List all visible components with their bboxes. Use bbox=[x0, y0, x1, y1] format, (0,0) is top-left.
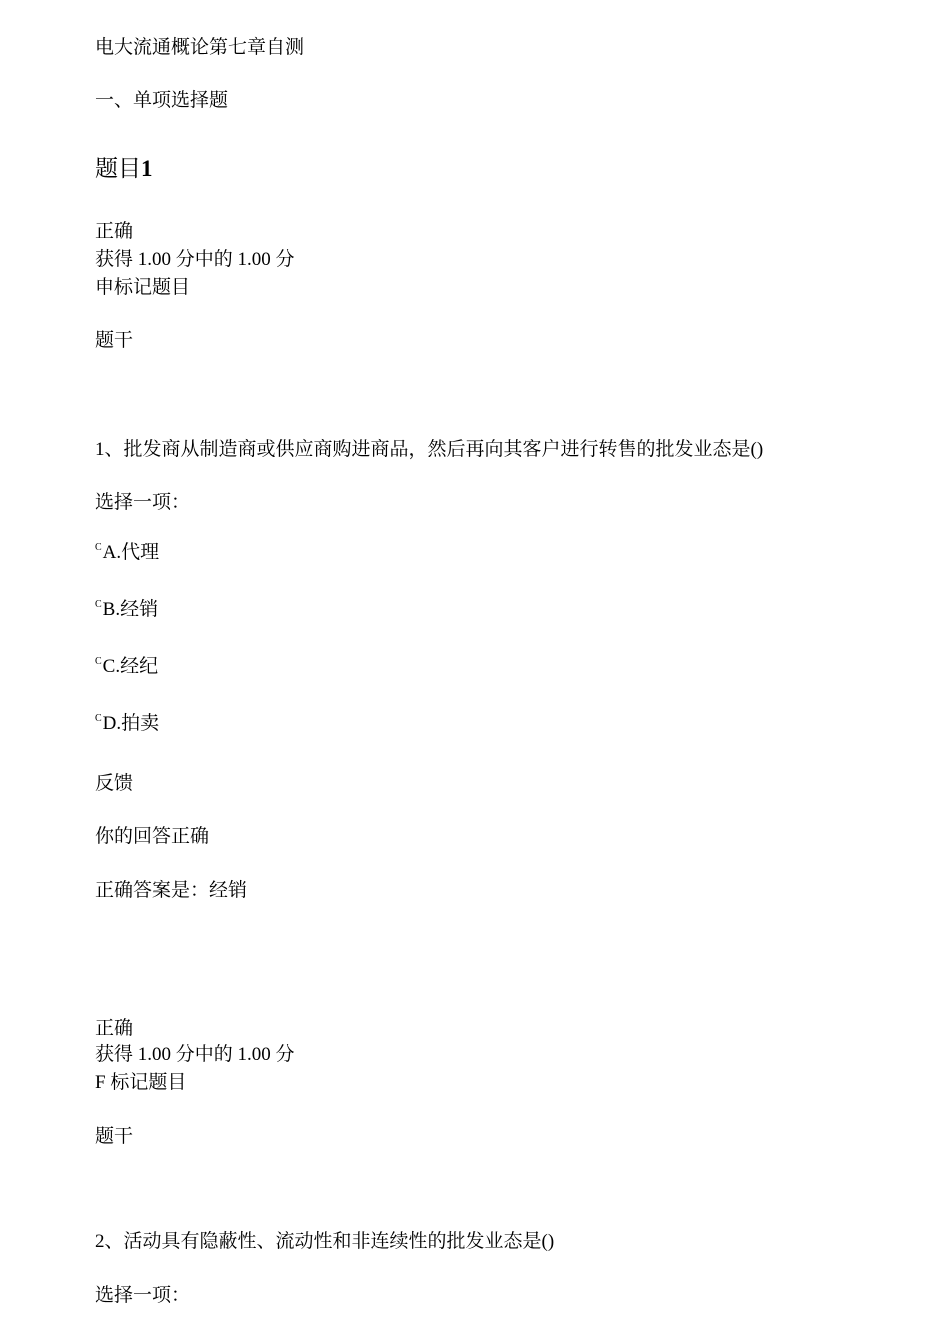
option-d[interactable] bbox=[95, 707, 159, 736]
question-1-status: 正确 bbox=[95, 221, 134, 242]
radio-icon[interactable]: C bbox=[95, 713, 102, 724]
option-label: C.经纪 bbox=[102, 656, 159, 677]
document-title: 电大流通概论第七章自测 bbox=[95, 37, 305, 58]
question-1-score: 获得 1.00 分中的 1.00 分 bbox=[95, 249, 295, 270]
option-label: D.拍卖 bbox=[102, 713, 160, 734]
question-2-score: 获得 1.00 分中的 1.00 分 bbox=[95, 1044, 295, 1065]
question-1-flag-link[interactable]: 申标记题目 bbox=[95, 277, 191, 298]
option-a[interactable] bbox=[95, 536, 159, 565]
feedback-text: 你的回答正确 bbox=[95, 826, 210, 847]
option-label: B.经销 bbox=[102, 599, 159, 620]
radio-icon[interactable]: C bbox=[95, 599, 102, 610]
option-c[interactable] bbox=[95, 650, 158, 679]
question-2-flag-link[interactable]: F 标记题目 bbox=[95, 1072, 187, 1093]
question-2-prompt: 选择一项： bbox=[95, 1285, 191, 1306]
radio-icon[interactable]: C bbox=[95, 656, 102, 667]
question-2-stem-label: 题干 bbox=[95, 1126, 134, 1147]
question-2-text: 2、活动具有隐蔽性、流动性和非连续性的批发业态是() bbox=[95, 1231, 555, 1252]
question-2-status: 正确 bbox=[95, 1018, 134, 1039]
question-1-heading bbox=[95, 154, 153, 184]
question-1-text: 1、批发商从制造商或供应商购进商品，然后再向其客户进行转售的批发业态是() bbox=[95, 439, 764, 460]
question-1-stem-label: 题干 bbox=[95, 330, 134, 351]
radio-icon[interactable]: C bbox=[95, 542, 102, 553]
correct-answer: 正确答案是：经销 bbox=[95, 880, 248, 901]
feedback-label: 反馈 bbox=[95, 773, 134, 794]
question-number: 1 bbox=[141, 156, 153, 181]
option-label: A.代理 bbox=[102, 542, 160, 563]
option-b[interactable] bbox=[95, 593, 158, 622]
question-heading-prefix: 题目 bbox=[95, 156, 141, 181]
section-heading: 一、单项选择题 bbox=[95, 90, 229, 111]
question-1-prompt: 选择一项： bbox=[95, 492, 191, 513]
